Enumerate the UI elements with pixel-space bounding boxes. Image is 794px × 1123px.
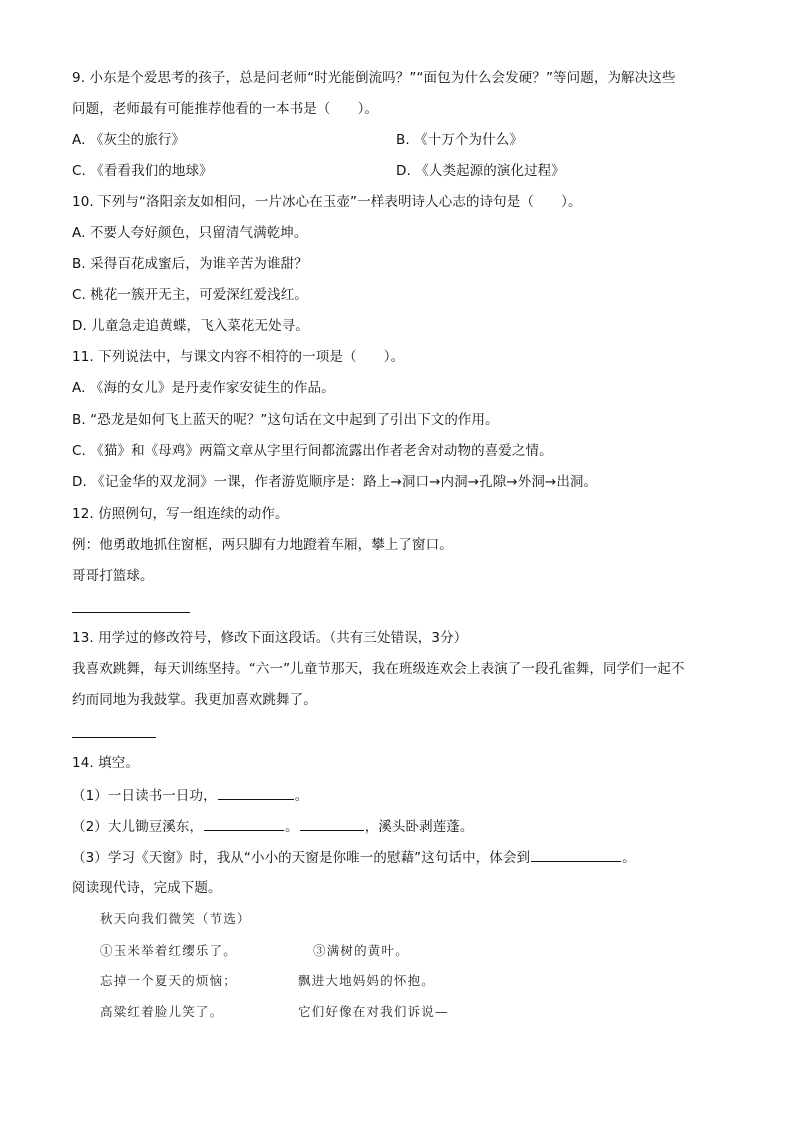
q14-item1-text: （1）一日读书一日功， <box>72 788 217 804</box>
reading-intro: 阅读现代诗，完成下题。 <box>72 880 222 896</box>
q13-answer-line[interactable] <box>72 737 156 738</box>
q10-option-d: D. 儿童急走追黄蝶，飞入菜花无处寻。 <box>72 318 309 334</box>
poem-right-line3: 它们好像在对我们诉说— <box>298 1004 449 1019</box>
q13-stem: 13. 用学过的修改符号，修改下面这段话。（共有三处错误，3分） <box>72 630 468 646</box>
q14-item1 <box>72 785 308 806</box>
q12-example: 例：他勇敢地抓住窗框，两只脚有力地蹬着车厢，攀上了窗口。 <box>72 537 453 553</box>
q9-stem-line1: 9. 小东是个爱思考的孩子，总是问老师“时光能倒流吗？”“面包为什么会发硬？”等问题，为解决这些 <box>72 70 676 86</box>
q14-item2-blank2[interactable] <box>300 816 364 831</box>
q14-item2-text: （2）大儿锄豆溪东， <box>72 819 204 835</box>
q14-item3-end: 。 <box>622 850 636 866</box>
q14-item3 <box>72 847 636 868</box>
q10-option-a: A. 不要人夸好颜色，只留清气满乾坤。 <box>72 225 308 241</box>
poem-left-line2: 忘掉一个夏天的烦恼； <box>100 973 238 988</box>
q9-option-c: C. 《看看我们的地球》 <box>72 163 213 179</box>
q14-item2-end: ，溪头卧剥莲蓬。 <box>364 819 474 835</box>
q14-item3-text: （3）学习《天窗》时，我从“小小的天窗是你唯一的慰藉”这句话中，体会到 <box>72 850 531 866</box>
q14-item3-blank[interactable] <box>531 847 621 862</box>
q11-stem: 11. 下列说法中，与课文内容不相符的一项是（ ）。 <box>72 349 405 365</box>
q11-option-b: B. “恐龙是如何飞上蓝天的呢？”这句话在文中起到了引出下文的作用。 <box>72 412 499 428</box>
poem-left-line1: ①玉米举着红缨乐了。 <box>100 943 238 958</box>
poem-title: 秋天向我们微笑（节选） <box>100 911 251 926</box>
poem-right-line2: 飘进大地妈妈的怀抱。 <box>298 973 436 988</box>
q12-answer-line[interactable] <box>72 612 190 613</box>
q11-option-a: A. 《海的女儿》是丹麦作家安徒生的作品。 <box>72 380 335 396</box>
q14-item1-end: 。 <box>294 788 309 804</box>
q11-option-c: C. 《猫》和《母鸡》两篇文章从字里行间都流露出作者老舍对动物的喜爱之情。 <box>72 443 553 459</box>
q13-paragraph-line1: 我喜欢跳舞，每天训练坚持。“六一”儿童节那天，我在班级连欢会上表演了一段孔雀舞，同学们一起不 <box>72 661 685 677</box>
q14-item2 <box>72 816 474 837</box>
q9-stem-line2: 问题，老师最有可能推荐他看的一本书是（ ）。 <box>72 101 379 117</box>
q13-paragraph-line2: 约而同地为我鼓掌。我更加喜欢跳舞了。 <box>72 692 317 708</box>
q10-option-b: B. 采得百花成蜜后，为谁辛苦为谁甜？ <box>72 256 308 272</box>
poem-left-line3: 高粱红着脸儿笑了。 <box>100 1004 224 1019</box>
q10-stem: 10. 下列与“洛阳亲友如相问，一片冰心在玉壶”一样表明诗人心志的诗句是（ ）。 <box>72 194 582 210</box>
q14-item1-blank[interactable] <box>218 785 294 800</box>
q10-option-c: C. 桃花一簇开无主，可爱深红爱浅红。 <box>72 287 308 303</box>
q11-option-d: D. 《记金华的双龙洞》一课，作者游览顺序是：路上→洞口→内洞→孔隙→外洞→出洞。 <box>72 474 598 490</box>
q12-stem: 12. 仿照例句，写一组连续的动作。 <box>72 506 289 522</box>
q9-option-a: A. 《灰尘的旅行》 <box>72 132 186 148</box>
q14-item2-blank1[interactable] <box>204 816 284 831</box>
q14-item2-mid: 。 <box>285 819 299 835</box>
q12-prompt: 哥哥打篮球。 <box>72 568 154 584</box>
q9-option-b: B. 《十万个为什么》 <box>396 132 523 148</box>
q14-stem: 14. 填空。 <box>72 755 139 771</box>
poem-right-line1: ③满树的黄叶。 <box>313 943 409 958</box>
q9-option-d: D. 《人类起源的演化过程》 <box>396 163 565 179</box>
